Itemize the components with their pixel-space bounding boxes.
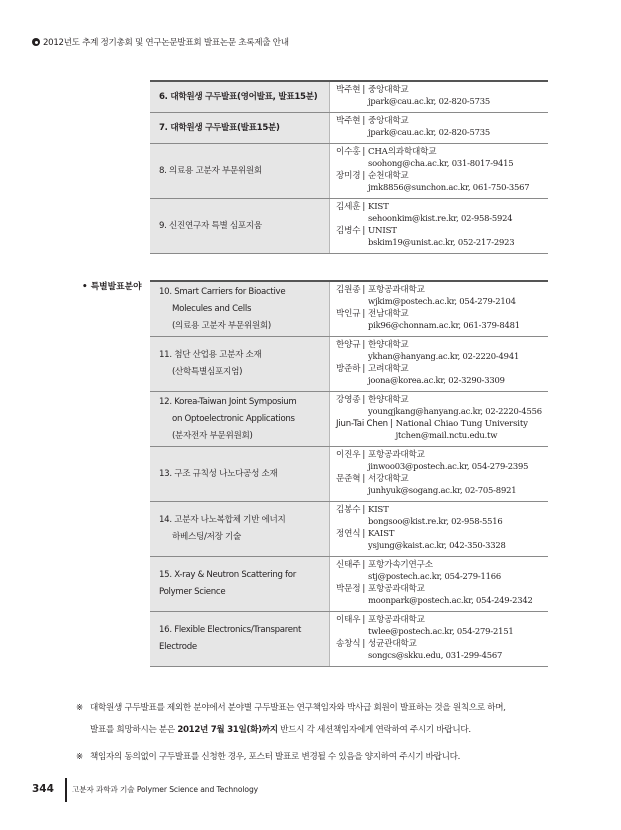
session-title-line: 15. X-ray & Neutron Scattering for — [159, 570, 296, 580]
session-title-line: on Optoelectronic Applications — [172, 413, 295, 424]
organizer — [336, 116, 548, 138]
organizer — [336, 171, 548, 193]
organizer-name: 이태우 — [336, 615, 361, 625]
organizers — [330, 392, 549, 447]
organizer-line — [336, 226, 548, 237]
organizer-contact: wjkim@postech.ac.kr, 054-279-2104 — [368, 296, 516, 306]
organizer — [336, 450, 548, 472]
organizer-line — [336, 147, 548, 158]
organizer-name: 박인규 — [336, 309, 361, 319]
session-title: 7. 대학원생 구두발표(발표15분) — [159, 122, 280, 133]
organizer-name: 김봉수 — [336, 505, 361, 515]
session-table-body — [150, 81, 548, 667]
organizer-name: 한양규 — [336, 340, 361, 350]
organizer-contact: sehoonkim@kist.re.kr, 02-958-5924 — [368, 213, 513, 223]
organizers — [330, 502, 549, 557]
note-2 — [76, 746, 556, 768]
separator: | — [362, 171, 366, 181]
organizer-affiliation: KIST — [368, 505, 389, 515]
organizer-line — [336, 285, 548, 296]
separator: | — [389, 419, 393, 429]
organizer-line — [336, 529, 548, 540]
organizer-line — [336, 450, 548, 461]
organizer-line — [336, 419, 548, 430]
organizer-name: 이수홍 — [336, 147, 361, 157]
organizer-name: 박주현 — [336, 85, 361, 95]
session-title-line: 14. 고분자 나노복합체 기반 에너지 — [159, 515, 286, 525]
organizer-name: 박문정 — [336, 584, 361, 594]
organizer — [336, 395, 548, 417]
organizer-affiliation: 포항공과대학교 — [368, 285, 425, 295]
organizer — [336, 639, 548, 661]
organizers — [330, 113, 549, 144]
organizer — [336, 85, 548, 107]
organizer — [336, 147, 548, 169]
organizer — [336, 364, 548, 386]
organizer-contact: joona@korea.ac.kr, 02-3290-3309 — [368, 375, 505, 385]
table-row — [150, 199, 548, 254]
organizer-name: 김원종 — [336, 285, 361, 295]
session-title-line: 하베스팅/저장 기술 — [172, 532, 242, 542]
session-name — [150, 612, 330, 667]
separator: | — [362, 529, 366, 539]
organizer-contact: jpark@cau.ac.kr, 02-820-5735 — [368, 96, 491, 106]
header-title: 2012년도 추계 정기총회 및 연구논문발표회 발표논문 초록제출 안내 — [43, 38, 289, 48]
organizer-contact: jmk8856@sunchon.ac.kr, 061-750-3567 — [368, 182, 530, 192]
note-1-text: 발표를 희망하시는 분은 — [90, 725, 178, 735]
organizer-line — [336, 116, 548, 127]
page-header — [32, 36, 289, 48]
note-mark: ※ — [76, 752, 83, 762]
session-title: 6. 대학원생 구두발표(영어발표, 발표15분) — [159, 91, 318, 102]
organizer-contact: bongsoo@kist.re.kr, 02-958-5516 — [368, 516, 503, 526]
note-1-line-2 — [90, 719, 556, 741]
session-name — [150, 557, 330, 612]
organizer-contact: pik96@chonnam.ac.kr, 061-379-8481 — [368, 320, 520, 330]
organizers — [330, 199, 549, 254]
organizer-affiliation: National Chiao Tung University — [395, 419, 528, 429]
organizer-contact: youngjkang@hanyang.ac.kr, 02-2220-4556 — [368, 406, 542, 416]
organizer — [336, 419, 548, 441]
organizer-affiliation: 포항가속기연구소 — [368, 560, 433, 570]
organizer-affiliation: 포항공과대학교 — [368, 450, 425, 460]
session-title-line: 16. Flexible Electronics/Transparent — [159, 625, 302, 635]
session-name — [150, 144, 330, 199]
separator: | — [362, 147, 366, 157]
special-label-text: 특별발표분야 — [90, 282, 142, 292]
table-row — [150, 337, 548, 392]
table-row — [150, 447, 548, 502]
organizer-affiliation: 고려대학교 — [368, 364, 409, 374]
session-name — [150, 502, 330, 557]
organizer — [336, 340, 548, 362]
session-name — [150, 447, 330, 502]
separator: | — [362, 639, 366, 649]
organizer — [336, 615, 548, 637]
organizer-affiliation: 성균관대학교 — [368, 639, 417, 649]
organizer-name: 박주현 — [336, 116, 361, 126]
organizer-line — [336, 560, 548, 571]
table-row — [150, 144, 548, 199]
session-title-line: 10. Smart Carriers for Bioactive — [159, 286, 286, 297]
session-name — [150, 392, 330, 447]
organizer-name: 문준혁 — [336, 474, 361, 484]
table-row — [150, 81, 548, 113]
separator: | — [362, 474, 366, 484]
session-name — [150, 81, 330, 113]
separator: | — [362, 450, 366, 460]
note-2-line-1: 책임자의 동의없이 구두발표를 신청한 경우, 포스터 발표로 변경될 수 있음을 양지하여 주시기 바랍니다. — [90, 752, 461, 762]
journal-name: 고분자 과학과 기술 Polymer Science and Technology — [72, 785, 259, 794]
special-presentation-label — [82, 279, 153, 292]
special-label-bullet: • — [82, 282, 91, 292]
organizer-affiliation: 서강대학교 — [368, 474, 409, 484]
session-title-line: (의료용 고분자 부문위원회) — [172, 320, 271, 331]
note-1-line-1: 대학원생 구두발표를 제외한 분야에서 분야별 구두발표는 연구책임자와 박사급 회원이 발표하는 것을 원칙으로 하며, — [90, 703, 506, 713]
organizer-affiliation: 중앙대학교 — [368, 116, 409, 126]
session-name — [150, 337, 330, 392]
organizer-line — [336, 474, 548, 485]
organizer-name: 장미경 — [336, 171, 361, 181]
session-title-line: 11. 첨단 산업용 고분자 소재 — [159, 350, 262, 360]
organizer-line — [336, 395, 548, 406]
organizer-name: 정연식 — [336, 529, 361, 539]
section-gap-cell — [150, 254, 548, 282]
separator: | — [362, 85, 366, 95]
organizer-contact: moonpark@postech.ac.kr, 054-249-2342 — [368, 595, 533, 605]
organizer-contact: twlee@postech.ac.kr, 054-279-2151 — [368, 626, 514, 636]
organizer-affiliation: 순천대학교 — [368, 171, 409, 181]
organizer — [336, 285, 548, 307]
note-1-deadline: 2012년 7월 31일(화)까지 — [177, 725, 278, 735]
organizer-contact: junhyuk@sogang.ac.kr, 02-705-8921 — [368, 485, 517, 495]
separator: | — [362, 505, 366, 515]
organizer-affiliation: KAIST — [368, 529, 395, 539]
organizers — [330, 281, 549, 337]
organizer-line — [336, 364, 548, 375]
organizer-affiliation: CHA의과학대학교 — [368, 147, 437, 157]
session-name — [150, 199, 330, 254]
organizer-name: 송창식 — [336, 639, 361, 649]
table-row — [150, 281, 548, 337]
session-title-line: (분자전자 부문위원회) — [172, 430, 253, 441]
separator: | — [362, 584, 366, 594]
table-row — [150, 612, 548, 667]
session-title-line: Molecules and Cells — [172, 303, 252, 314]
organizers — [330, 144, 549, 199]
separator: | — [362, 340, 366, 350]
table-row — [150, 113, 548, 144]
organizer-contact: jtchen@mail.nctu.edu.tw — [395, 430, 498, 440]
session-title-line: Polymer Science — [159, 587, 226, 597]
footer-divider — [65, 778, 67, 802]
separator: | — [362, 615, 366, 625]
separator: | — [362, 226, 366, 236]
separator: | — [362, 309, 366, 319]
session-title-line: 13. 구조 규칙성 나노다공성 소재 — [159, 468, 278, 479]
separator: | — [362, 395, 366, 405]
organizer-name: 김병수 — [336, 226, 361, 236]
organizer — [336, 584, 548, 606]
organizer-affiliation: 한양대학교 — [368, 395, 409, 405]
separator: | — [362, 202, 366, 212]
organizer-affiliation: 포항공과대학교 — [368, 615, 425, 625]
organizer-line — [336, 202, 548, 213]
separator: | — [362, 364, 366, 374]
organizer-affiliation: 한양대학교 — [368, 340, 409, 350]
organizer-name: 이진우 — [336, 450, 361, 460]
organizer-line — [336, 340, 548, 351]
organizer-line — [336, 639, 548, 650]
session-title-line: 12. Korea-Taiwan Joint Symposium — [159, 396, 297, 407]
organizer-affiliation: UNIST — [368, 226, 397, 236]
organizer-line — [336, 85, 548, 96]
organizers — [330, 557, 549, 612]
organizer-contact: ykhan@hanyang.ac.kr, 02-2220-4941 — [368, 351, 520, 361]
notes — [76, 697, 556, 768]
note-mark: ※ — [76, 703, 83, 713]
note-1 — [76, 697, 556, 741]
organizer-name: Jiun-Tai Chen — [336, 419, 388, 429]
organizer-contact: soohong@cha.ac.kr, 031-8017-9415 — [368, 158, 514, 168]
organizer-line — [336, 584, 548, 595]
page-number: 344 — [32, 783, 54, 795]
organizer — [336, 226, 548, 248]
organizer — [336, 560, 548, 582]
organizer-line — [336, 505, 548, 516]
organizers — [330, 612, 549, 667]
organizer-contact: jinwoo03@postech.ac.kr, 054-279-2395 — [368, 461, 529, 471]
organizer-line — [336, 309, 548, 320]
note-1-text-end: 반드시 각 세션책임자에게 연락하여 주시기 바랍니다. — [277, 725, 471, 735]
organizer-affiliation: 전남대학교 — [368, 309, 409, 319]
separator: | — [362, 116, 366, 126]
session-name — [150, 281, 330, 337]
organizer-contact: jpark@cau.ac.kr, 02-820-5735 — [368, 127, 491, 137]
organizer-affiliation: 포항공과대학교 — [368, 584, 425, 594]
section-gap — [150, 254, 548, 282]
organizer-name: 강영종 — [336, 395, 361, 405]
organizer — [336, 309, 548, 331]
organizer — [336, 529, 548, 551]
organizer-contact: bskim19@unist.ac.kr, 052-217-2923 — [368, 237, 515, 247]
table-row — [150, 557, 548, 612]
separator: | — [362, 285, 366, 295]
organizer-contact: songcs@skku.edu, 031-299-4567 — [368, 650, 503, 660]
organizer-name: 방준하 — [336, 364, 361, 374]
circle-bullet-icon — [32, 38, 40, 46]
organizers — [330, 81, 549, 113]
session-title-line: (산학특별심포지엄) — [172, 367, 243, 377]
organizer-line — [336, 171, 548, 182]
session-title: 8. 의료용 고분자 부문위원회 — [159, 165, 262, 176]
organizer — [336, 474, 548, 496]
organizer-name: 신태주 — [336, 560, 361, 570]
organizer-contact: ysjung@kaist.ac.kr, 042-350-3328 — [368, 540, 506, 550]
organizer-contact: stj@postech.ac.kr, 054-279-1166 — [368, 571, 501, 581]
organizer-line — [336, 615, 548, 626]
organizers — [330, 337, 549, 392]
organizer-name: 김세훈 — [336, 202, 361, 212]
session-title: 9. 신진연구자 특별 심포지움 — [159, 220, 262, 231]
session-table — [150, 80, 548, 667]
organizers — [330, 447, 549, 502]
organizer-affiliation: KIST — [368, 202, 389, 212]
session-name — [150, 113, 330, 144]
table-row — [150, 502, 548, 557]
table-row — [150, 392, 548, 447]
organizer — [336, 505, 548, 527]
organizer — [336, 202, 548, 224]
separator: | — [362, 560, 366, 570]
session-title-line: Electrode — [159, 642, 197, 652]
organizer-affiliation: 중앙대학교 — [368, 85, 409, 95]
